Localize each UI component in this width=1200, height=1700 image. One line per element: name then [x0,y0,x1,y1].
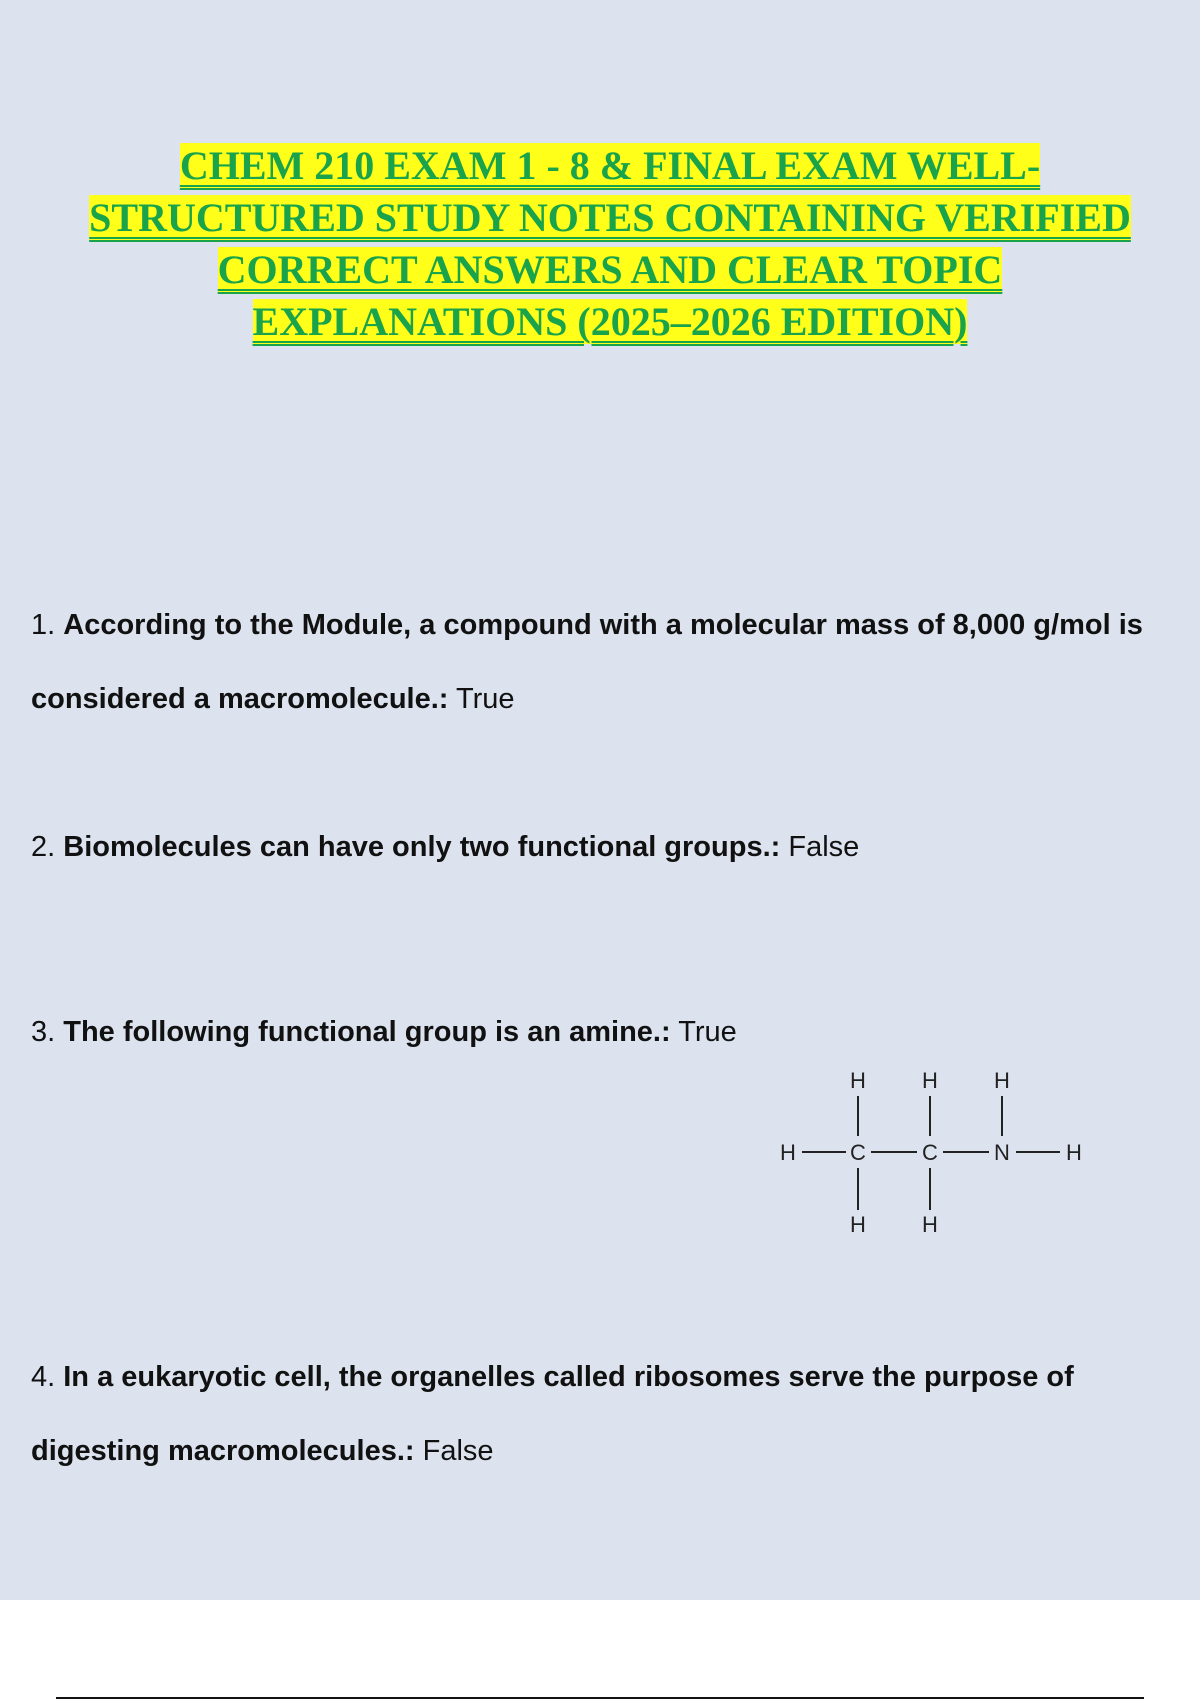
atom-h-top-3: H [994,1068,1010,1093]
question-1 [31,588,1196,736]
question-number: 1. [31,609,56,641]
atom-h-left: H [780,1140,796,1165]
title-line-4: EXPLANATIONS (2025–2026 EDITION) [252,299,968,344]
atom-h-bottom-1: H [850,1212,866,1237]
question-answer: True [678,1016,737,1048]
title-line-2: STRUCTURED STUDY NOTES CONTAINING VERIFIED [89,195,1131,240]
atom-h-top-1: H [850,1068,866,1093]
question-text: In a eukaryotic cell, the organelles called ribosomes serve the purpose of digesting macromolecules.: [31,1361,1074,1467]
title-line-1: CHEM 210 EXAM 1 - 8 & FINAL EXAM WELL- [179,143,1041,188]
ethylamine-structure-diagram [770,1060,1100,1240]
question-number: 2. [31,831,56,863]
question-4 [31,1340,1196,1488]
atom-h-top-2: H [922,1068,938,1093]
question-answer: True [455,683,515,715]
atom-c-2: C [922,1140,938,1165]
question-text: The following functional group is an amine.: [63,1016,671,1048]
question-3 [31,995,1196,1069]
question-answer: False [788,831,860,863]
footer-divider [56,1697,1144,1699]
atom-h-right: H [1066,1140,1082,1165]
question-number: 4. [31,1361,56,1393]
question-text: Biomolecules can have only two functional groups.: [63,831,781,863]
question-text: According to the Module, a compound with a molecular mass of 8,000 g/mol is considered a macromolecule.: [31,609,1143,715]
atom-h-bottom-2: H [922,1212,938,1237]
question-2 [31,810,1196,884]
atom-c-1: C [850,1140,866,1165]
question-answer: False [422,1435,494,1467]
atom-n: N [994,1140,1010,1165]
document-title [20,140,1200,348]
question-number: 3. [31,1016,56,1048]
title-line-3: CORRECT ANSWERS AND CLEAR TOPIC [217,247,1003,292]
